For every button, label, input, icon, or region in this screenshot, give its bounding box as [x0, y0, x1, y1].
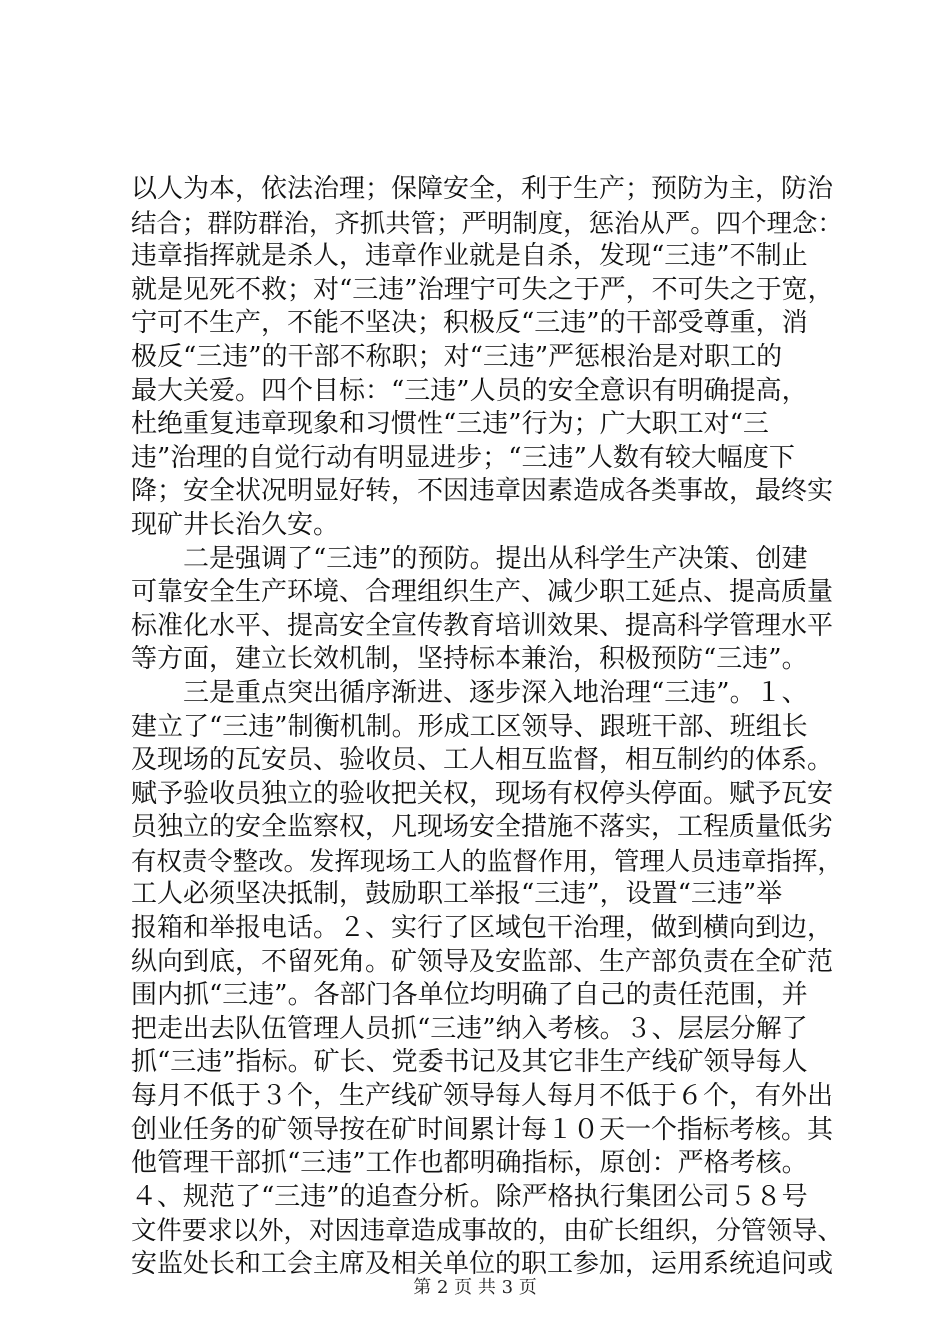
- text-line: 杜绝重复违章现象和习惯性“三违”行为；广大职工对“三: [131, 409, 769, 440]
- paragraph-start-line: 三是重点突出循序渐进、逐步深入地治理“三违”。１、: [131, 677, 808, 708]
- text-line: 等方面，建立长效机制，坚持标本兼治，积极预防“三违”。: [131, 644, 808, 675]
- text-line: 纵向到底，不留死角。矿领导及安监部、生产部负责在全矿范: [131, 946, 834, 977]
- text-line: 员独立的安全监察权，凡现场安全措施不落实，工程质量低劣: [131, 812, 834, 843]
- text-line: 创业任务的矿领导按在矿时间累计每１０天一个指标考核。其: [131, 1114, 834, 1145]
- text-line: 抓“三违”指标。矿长、党委书记及其它非生产线矿领导每人: [131, 1047, 808, 1078]
- text-line: 文件要求以外，对因违章造成事故的，由矿长组织，分管领导、: [131, 1215, 843, 1246]
- text-line: 工人必须坚决抵制，鼓励职工举报“三违”，设置“三违”举: [131, 879, 783, 910]
- page-footer: [0, 1276, 950, 1300]
- paragraph-start-line: 二是强调了“三违”的预防。提出从科学生产决策、创建: [131, 543, 808, 574]
- text-line: 把走出去队伍管理人员抓“三违”纳入考核。３、层层分解了: [131, 1013, 808, 1044]
- text-line: 围内抓“三违”。各部门各单位均明确了自己的责任范围，并: [131, 980, 808, 1011]
- text-line: 宁可不生产，不能不坚决；积极反“三违”的干部受尊重，消: [131, 308, 808, 339]
- text-line: 结合；群防群治，齐抓共管；严明制度，惩治从严。四个理念：: [131, 207, 843, 238]
- text-line: 标准化水平、提高安全宣传教育培训效果、提高科学管理水平: [131, 610, 834, 641]
- text-line: 违”治理的自觉行动有明显进步；“三违”人数有较大幅度下: [131, 442, 795, 473]
- document-body: [131, 173, 843, 1282]
- text-line: 及现场的瓦安员、验收员、工人相互监督，相互制约的体系。: [131, 745, 834, 776]
- text-line: 以人为本，依法治理；保障安全，利于生产；预防为主，防治: [131, 174, 834, 204]
- page-number: 第 2 页 共 3 页: [413, 1277, 537, 1298]
- text-line: 有权责令整改。发挥现场工人的监督作用，管理人员违章指挥，: [131, 845, 843, 876]
- text-line: 现矿井长治久安。: [131, 509, 340, 540]
- text-line: 报箱和举报电话。２、实行了区域包干治理，做到横向到边，: [131, 913, 834, 944]
- text-line: 最大关爱。四个目标：“三违”人员的安全意识有明确提高，: [131, 375, 808, 406]
- text-line: 违章指挥就是杀人，违章作业就是自杀，发现“三违”不制止: [131, 241, 808, 272]
- text-line: 降；安全状况明显好转，不因违章因素造成各类事故，最终实: [131, 476, 834, 507]
- text-line: 赋予验收员独立的验收把关权，现场有权停头停面。赋予瓦安: [131, 778, 834, 809]
- text-line: 他管理干部抓“三违”工作也都明确指标，原创：严格考核。: [131, 1148, 808, 1179]
- text-line: 建立了“三违”制衡机制。形成工区领导、跟班干部、班组长: [131, 711, 808, 742]
- text-line: 就是见死不救；对“三违”治理宁可失之于严，不可失之于宽，: [131, 274, 834, 305]
- text-line: 安监处长和工会主席及相关单位的职工参加，运用系统追问或: [131, 1249, 834, 1279]
- text-line: 可靠安全生产环境、合理组织生产、减少职工延点、提高质量: [131, 577, 834, 608]
- text-line: 极反“三违”的干部不称职；对“三违”严惩根治是对职工的: [131, 341, 783, 372]
- text-line: 每月不低于３个，生产线矿领导每人每月不低于６个，有外出: [131, 1081, 834, 1112]
- text-line: ４、规范了“三违”的追查分析。除严格执行集团公司５８号: [131, 1181, 808, 1212]
